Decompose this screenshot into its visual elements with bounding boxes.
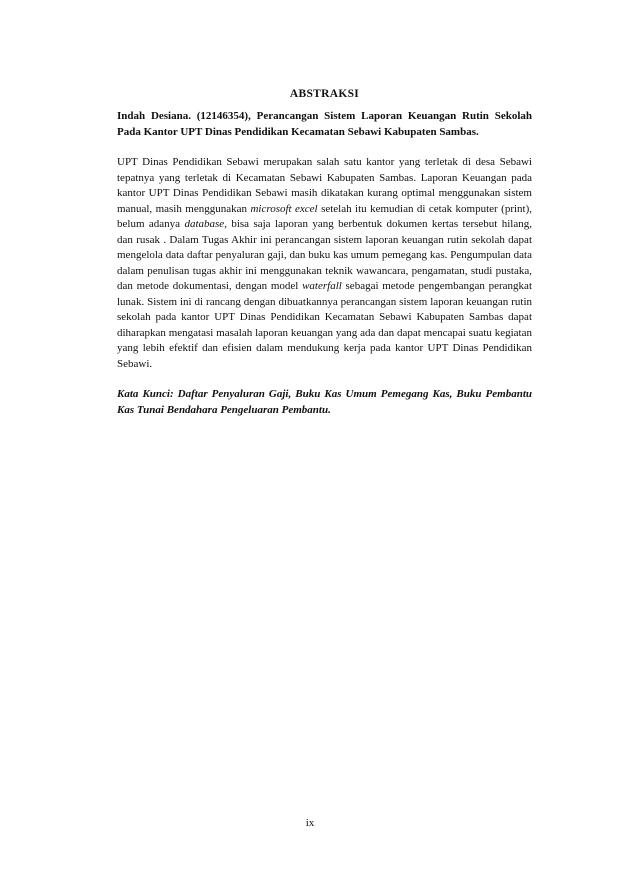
italic-term-database: database [184,218,225,230]
body-text-3: , bisa saja laporan yang berbentuk dokumen kertas tersebut hilang, dan rusak . Dalam Tugas Akhir ini perancangan sistem laporan keuangan rutin sekolah dapat mengelola data daftar penyaluran gaji, dan buku kas umum pemegang kas. Pengumpulan data dalam penulisan tugas akhir ini menggunakan teknik wawancara, pengamatan, studi pustaka, dan metode dokumentasi, dengan model [117,218,532,292]
body-text-2: setelah itu kemudian di cetak komputer (print), belum adanya [117,202,533,230]
abstract-title: ABSTRAKSI [289,88,360,100]
body-text-1: UPT Dinas Pendidikan Sebawi merupakan salah satu kantor yang terletak di desa Sebawi tepatnya yang terletak di Kecamatan Sebawi Kabupaten Sambas. Laporan Keuangan pada kantor UPT Dinas Pendidikan Sebawi masih dikatakan kurang optimal menggunakan sistem manual, masih menggunakan [117,156,532,215]
author-title-header: Indah Desiana. (12146354), Perancangan Sistem Laporan Keuangan Rutin Sekolah Pada Kantor UPT Dinas Pendidikan Kecamatan Sebawi Kabupaten Sambas. [117,110,532,138]
italic-term-microsoft-excel: microsoft excel [250,202,318,215]
page-number: ix [305,817,315,829]
keywords: Kata Kunci: Daftar Penyaluran Gaji, Buku Kas Umum Pemegang Kas, Buku Pembantu Kas Tunai Bendahara Pengeluaran Pembantu. [117,388,532,416]
abstract-body [117,155,532,372]
body-text-4: sebagai metode pengembangan perangkat lunak. Sistem ini di rancang dengan dibuatkannya perancangan sistem laporan keuangan rutin sekolah pada kantor UPT Dinas Pendidikan Kecamatan Sebawi Kabupaten Sambas dapat diharapkan mengatasi masalah laporan keuangan yang ada dan dapat mencapai suatu kegiatan yang lebih efektif dan efisien dalam mendukung kerja pada kantor UPT Dinas Pendidikan Sebawi. [117,280,532,370]
italic-term-waterfall: waterfall [302,280,342,292]
document-page [117,88,532,418]
